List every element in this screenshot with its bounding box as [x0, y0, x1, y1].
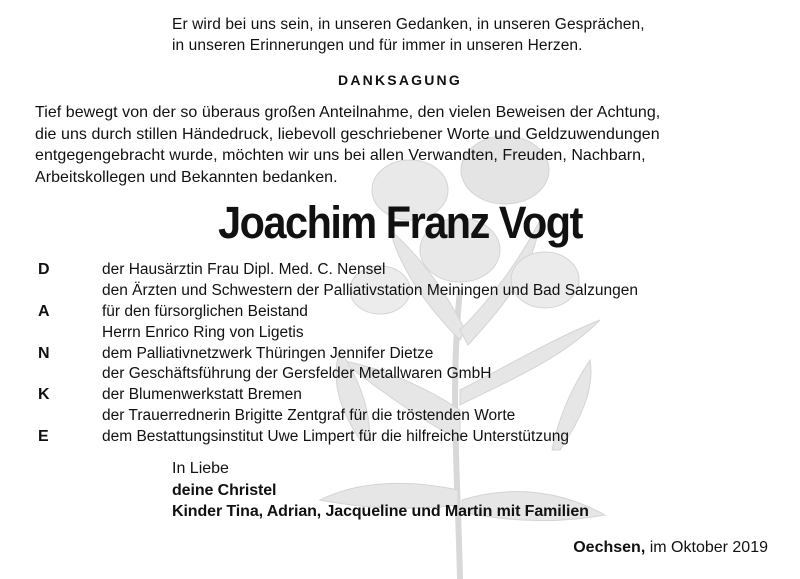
thanks-row	[36, 344, 786, 365]
intro-line: Tief bewegt von der so überaus großen Anteilnahme, den vielen Beweisen der Achtung,	[35, 104, 661, 121]
acrostic-letter: D	[38, 261, 50, 278]
thanks-row	[36, 302, 786, 323]
signer-spouse: deine Christel	[172, 481, 277, 499]
intro-line: entgegengebracht wurde, möchten wir uns bei allen Verwandten, Freuden, Nachbarn,	[35, 147, 646, 164]
intro-paragraph	[35, 102, 785, 188]
thanks-text: der Trauerrednerin Brigitte Zentgraf für die tröstenden Worte	[102, 407, 516, 425]
thanks-row	[36, 406, 786, 427]
thanks-row	[36, 364, 786, 385]
acrostic-letter: N	[38, 344, 50, 362]
thanks-text: Herrn Enrico Ring von Ligetis	[102, 323, 304, 341]
acrostic-letter	[36, 406, 102, 427]
thanks-text: der Hausärztin Frau Dipl. Med. C. Nensel	[102, 261, 386, 278]
thanks-text: den Ärzten und Schwestern der Palliativstation Meiningen und Bad Salzungen	[102, 281, 638, 299]
quote-line: in unseren Erinnerungen und für immer in unseren Herzen.	[172, 37, 583, 54]
thanks-row	[36, 323, 786, 344]
acrostic-letter: K	[38, 386, 50, 404]
thanks-text: für den fürsorglichen Beistand	[102, 302, 308, 320]
deceased-name: Joachim Franz Vogt	[218, 197, 582, 248]
acrostic-letter: E	[38, 428, 49, 446]
closing-greeting: In Liebe	[172, 460, 229, 477]
acrostic-letter	[36, 364, 102, 385]
thanks-list	[36, 260, 786, 448]
place-town: Oechsen,	[573, 539, 646, 556]
thanks-text: der Geschäftsführung der Gersfelder Metallwaren GmbH	[102, 365, 492, 383]
closing-signature	[172, 458, 772, 523]
place-date	[573, 537, 768, 559]
intro-line: Arbeitskollegen und Bekannten bedanken.	[35, 168, 338, 186]
thanks-text: dem Palliativnetzwerk Thüringen Jennifer Dietze	[102, 344, 434, 362]
thanks-row	[36, 427, 786, 448]
thanks-text: der Blumenwerkstatt Bremen	[102, 386, 302, 404]
signer-children: Kinder Tina, Adrian, Jacqueline und Martin mit Familien	[172, 503, 589, 520]
thanks-row	[36, 260, 786, 281]
place-date-text: im Oktober 2019	[649, 539, 768, 556]
thanks-row	[36, 281, 786, 302]
quote-line: Er wird bei uns sein, in unseren Gedanken, in unseren Gesprächen,	[172, 16, 645, 33]
acrostic-letter	[36, 281, 102, 302]
thanks-text: dem Bestattungsinstitut Uwe Limpert für die hilfreiche Unterstützung	[102, 428, 569, 446]
memorial-quote	[172, 14, 772, 56]
acrostic-letter: A	[38, 302, 50, 320]
intro-line: die uns durch stillen Händedruck, liebevoll geschriebener Worte und Geldzuwendungen	[35, 125, 660, 143]
thanks-row	[36, 385, 786, 406]
acrostic-letter	[36, 323, 102, 344]
section-heading: DANKSAGUNG	[338, 72, 462, 88]
